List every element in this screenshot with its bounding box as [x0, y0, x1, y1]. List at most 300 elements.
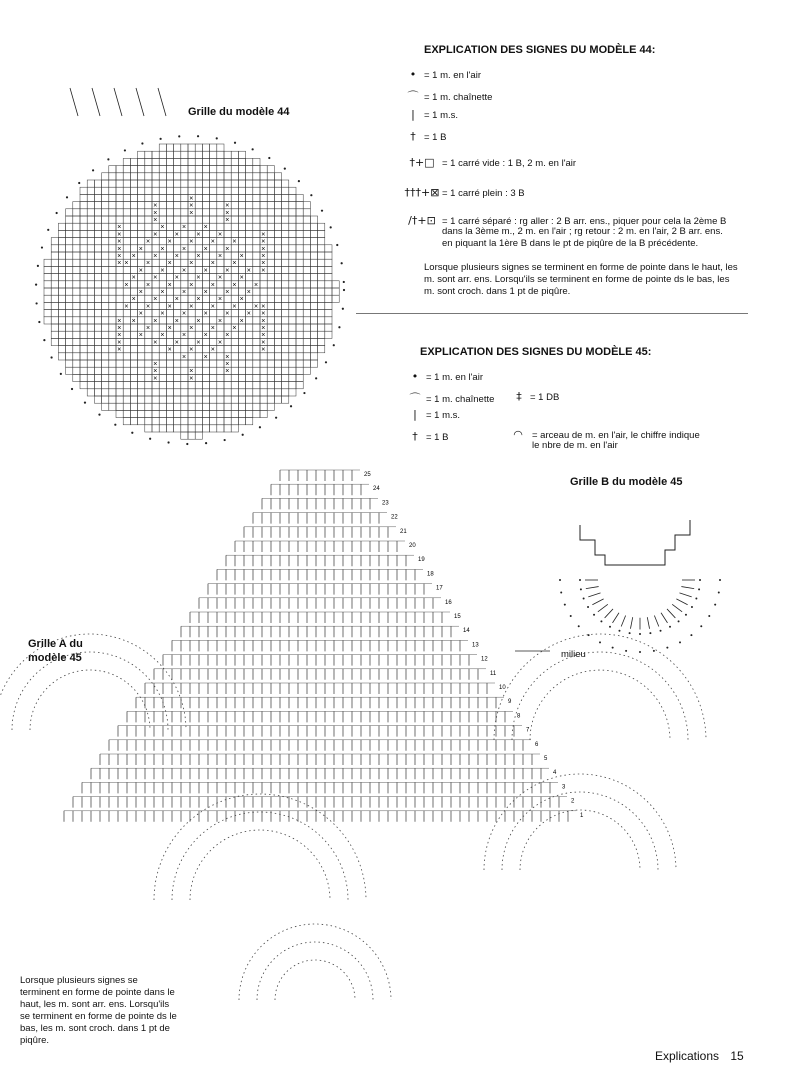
filet-cell: [274, 252, 281, 259]
filet-mark: ×: [203, 310, 208, 318]
filet-cell: [195, 223, 202, 230]
filet-cell: [87, 216, 94, 223]
filet-cell: [246, 187, 253, 194]
filet-cell: [159, 180, 166, 187]
filet-cell: [195, 266, 202, 273]
filet-mark: ×: [174, 274, 179, 282]
filet-cell: [296, 360, 303, 367]
filet-cell: [210, 144, 217, 151]
filet-cell: [332, 288, 339, 295]
filet-cell: [159, 202, 166, 209]
bar-icon: |: [413, 408, 417, 421]
filet-cell: [253, 324, 260, 331]
filet-cell: [210, 360, 217, 367]
filet-cell: [282, 202, 289, 209]
filet-cell: [80, 238, 87, 245]
filet-cell: [224, 418, 231, 425]
filet-cell: [282, 274, 289, 281]
filet-cell: [80, 331, 87, 338]
filet-cell: [123, 338, 130, 345]
filet-cell: [94, 274, 101, 281]
filet-cell: [109, 245, 116, 252]
filet-mark: ×: [117, 332, 122, 340]
filet-cell: [195, 238, 202, 245]
filet-cell: [145, 410, 152, 417]
filet-cell: [188, 180, 195, 187]
filet-cell: [253, 403, 260, 410]
filet-cell: [152, 245, 159, 252]
filet-cell: [253, 252, 260, 259]
filet-cell: [267, 374, 274, 381]
filet-mark: ×: [210, 325, 215, 332]
filet-cell: [73, 259, 80, 266]
filet-cell: [174, 209, 181, 216]
filet-cell: [210, 223, 217, 230]
edge-stitch: [252, 148, 254, 150]
filet-cell: [116, 288, 123, 295]
filet-cell: [267, 331, 274, 338]
filet-cell: [267, 252, 274, 259]
filet-cell: [130, 259, 137, 266]
filet-cell: [274, 238, 281, 245]
filet-cell: [310, 216, 317, 223]
filet-cell: [318, 266, 325, 273]
filet-cell: [260, 403, 267, 410]
filet-cell: [123, 360, 130, 367]
filet-cell: [195, 209, 202, 216]
filet-cell: [102, 238, 109, 245]
filet-cell: [159, 194, 166, 201]
filet-cell: [188, 144, 195, 151]
filet-cell: [267, 274, 274, 281]
filet-cell: [318, 223, 325, 230]
filet-cell: [73, 310, 80, 317]
filet-cell: [246, 166, 253, 173]
legend-text: = 1 m. chaînette: [424, 92, 493, 103]
filet-cell: [102, 173, 109, 180]
edge-stitch: [47, 229, 49, 231]
filet-cell: [109, 166, 116, 173]
filet-cell: [217, 151, 224, 158]
filet-cell: [138, 410, 145, 417]
filet-cell: [102, 216, 109, 223]
filet-cell: [73, 266, 80, 273]
filet-cell: [289, 310, 296, 317]
filet-mark: ×: [189, 325, 194, 332]
filet-cell: [202, 403, 209, 410]
milieu-label: milieu: [561, 649, 586, 660]
filet-cell: [282, 216, 289, 223]
filet-cell: [152, 166, 159, 173]
filet-cell: [325, 302, 332, 309]
filet-cell: [246, 158, 253, 165]
filet-cell: [94, 331, 101, 338]
filet-mark: ×: [167, 346, 172, 354]
filet-cell: [210, 252, 217, 259]
filet-cell: [188, 353, 195, 360]
filet-mark: ×: [182, 310, 187, 318]
legend-text: = arceau de m. en l'air, le chiffre indique: [532, 430, 700, 441]
filet-cell: [145, 317, 152, 324]
filet-cell: [202, 238, 209, 245]
filet-cell: [174, 353, 181, 360]
filet-cell: [166, 151, 173, 158]
filet-cell: [289, 259, 296, 266]
legend-text: = 1 m. chaînette: [426, 394, 495, 405]
filet-cell: [51, 310, 58, 317]
filet-cell: [217, 310, 224, 317]
filet-cell: [202, 230, 209, 237]
filet-cell: [238, 360, 245, 367]
filet-cell: [138, 317, 145, 324]
filet-cell: [66, 252, 73, 259]
filet-cell: [102, 288, 109, 295]
filet-mark: ×: [167, 281, 172, 289]
filet-cell: [73, 216, 80, 223]
filet-cell: [109, 317, 116, 324]
filet-cell: [145, 338, 152, 345]
filet-mark: ×: [225, 332, 230, 340]
filet-cell: [166, 187, 173, 194]
filet-cell: [210, 295, 217, 302]
filet-cell: [274, 266, 281, 273]
filet-cell: [181, 166, 188, 173]
filet-cell: [166, 410, 173, 417]
filet-cell: [58, 259, 65, 266]
filet-cell: [123, 389, 130, 396]
filet-cell: [80, 353, 87, 360]
filet-cell: [267, 259, 274, 266]
filet-cell: [87, 223, 94, 230]
note-line: m. sont croch. dans 1 pt de piqûre.: [424, 286, 571, 297]
filet-mark: ×: [138, 267, 143, 275]
filet-cell: [253, 266, 260, 273]
filet-cell: [58, 266, 65, 273]
note-line: piqûre.: [20, 1035, 50, 1046]
filet-cell: [274, 360, 281, 367]
filet-mark: ×: [210, 346, 215, 354]
filet-cell: [174, 367, 181, 374]
filet-cell: [231, 158, 238, 165]
filet-cell: [231, 180, 238, 187]
filet-cell: [303, 281, 310, 288]
legend-45-title: EXPLICATION DES SIGNES DU MODÈLE 45:: [420, 346, 652, 358]
filet-cell: [181, 230, 188, 237]
filet-cell: [296, 230, 303, 237]
filet-cell: [217, 302, 224, 309]
filet-cell: [303, 230, 310, 237]
filet-cell: [267, 302, 274, 309]
filet-mark: ×: [232, 325, 237, 332]
filet-cell: [94, 216, 101, 223]
filet-cell: [188, 331, 195, 338]
filet-cell: [130, 331, 137, 338]
filet-cell: [238, 382, 245, 389]
edge-stitch: [78, 182, 80, 184]
filet-cell: [80, 245, 87, 252]
filet-cell: [116, 180, 123, 187]
filet-cell: [109, 209, 116, 216]
filet-cell: [202, 259, 209, 266]
legend-item: [404, 390, 494, 406]
filet-cell: [195, 173, 202, 180]
filet-cell: [44, 274, 51, 281]
filet-cell: [116, 410, 123, 417]
arc-icon: ⌒: [409, 392, 421, 405]
filet-cell: [109, 173, 116, 180]
filet-cell: [289, 187, 296, 194]
filet-mark: ×: [153, 231, 158, 239]
filet-cell: [231, 389, 238, 396]
filet-cell: [188, 295, 195, 302]
filet-cell: [66, 324, 73, 331]
filet-cell: [296, 346, 303, 353]
legend-item: [508, 390, 559, 403]
filet-cell: [231, 382, 238, 389]
filet-cell: [87, 317, 94, 324]
filet-mark: ×: [138, 332, 143, 340]
filet-cell: [231, 425, 238, 432]
filet-cell: [289, 302, 296, 309]
filet-cell: [296, 353, 303, 360]
filet-cell: [217, 266, 224, 273]
filet-cell: [282, 396, 289, 403]
row-number: 10: [499, 685, 506, 691]
filet-cell: [73, 374, 80, 381]
filet-cell: [109, 353, 116, 360]
filet-mark: ×: [261, 231, 266, 239]
filet-cell: [94, 324, 101, 331]
filet-cell: [102, 302, 109, 309]
fan-arc: [494, 634, 706, 740]
filet-cell: [58, 223, 65, 230]
filet-mark: ×: [261, 317, 266, 325]
filet-cell: [94, 396, 101, 403]
filet-cell: [181, 151, 188, 158]
filet-mark: ×: [239, 296, 244, 304]
grid-44-title: Grille du modèle 44: [188, 106, 290, 118]
filet-cell: [123, 418, 130, 425]
filet-cell: [102, 230, 109, 237]
filet-cell: [253, 353, 260, 360]
filet-cell: [303, 338, 310, 345]
filet-cell: [181, 432, 188, 439]
legend-item: [402, 68, 481, 81]
filet-cell: [166, 230, 173, 237]
filet-cell: [188, 382, 195, 389]
filet-cell: [188, 230, 195, 237]
filet-cell: [87, 202, 94, 209]
filet-cell: [296, 281, 303, 288]
filet-cell: [282, 360, 289, 367]
filet-cell: [310, 331, 317, 338]
filet-cell: [123, 288, 130, 295]
filet-cell: [303, 360, 310, 367]
filet-cell: [94, 382, 101, 389]
edge-stitch: [321, 210, 323, 212]
filet-cell: [145, 216, 152, 223]
filet-cell: [210, 166, 217, 173]
filet-cell: [210, 180, 217, 187]
filet-mark: ×: [146, 303, 151, 311]
filet-cell: [282, 259, 289, 266]
filet-cell: [94, 353, 101, 360]
filet-cell: [274, 223, 281, 230]
filet-cell: [310, 281, 317, 288]
filet-cell: [58, 245, 65, 252]
filet-cell: [66, 288, 73, 295]
filet-cell: [274, 295, 281, 302]
filet-cell: [159, 403, 166, 410]
filet-cell: [58, 317, 65, 324]
filet-cell: [274, 324, 281, 331]
filet-cell: [102, 331, 109, 338]
filet-cell: [130, 403, 137, 410]
row-number: 1: [580, 812, 584, 819]
edge-stitch: [141, 142, 143, 144]
filet-cell: [181, 338, 188, 345]
filet-cell: [80, 367, 87, 374]
filet-cell: [58, 230, 65, 237]
filet-cell: [224, 151, 231, 158]
filet-cell: [246, 223, 253, 230]
filet-cell: [195, 302, 202, 309]
filet-cell: [174, 259, 181, 266]
filet-cell: [166, 295, 173, 302]
filet-cell: [217, 194, 224, 201]
filet-cell: [58, 353, 65, 360]
filet-cell: [130, 360, 137, 367]
filet-cell: [44, 259, 51, 266]
filet-cell: [152, 173, 159, 180]
filet-cell: [166, 310, 173, 317]
filet-cell: [159, 367, 166, 374]
filet-cell: [289, 338, 296, 345]
filet-mark: ×: [131, 317, 136, 325]
filet-cell: [303, 274, 310, 281]
edge-stitch: [71, 388, 73, 390]
filet-cell: [44, 317, 51, 324]
filet-cell: [116, 310, 123, 317]
filet-cell: [73, 360, 80, 367]
filet-cell: [73, 274, 80, 281]
filet-cell: [310, 230, 317, 237]
filet-cell: [231, 209, 238, 216]
filet-cell: [282, 180, 289, 187]
filet-cell: [210, 338, 217, 345]
filet-cell: [130, 180, 137, 187]
fan-arc: [30, 670, 150, 730]
row-number: 5: [544, 756, 548, 762]
filet-cell: [296, 338, 303, 345]
filet-cell: [174, 223, 181, 230]
filet-cell: [238, 338, 245, 345]
corner-stitch: [158, 88, 166, 116]
filet-cell: [217, 202, 224, 209]
filet-cell: [231, 360, 238, 367]
note-line: m. sont arr. ens. Lorsqu'ils se terminent en forme de pointe ds le bas, les: [424, 274, 730, 285]
filet-cell: [73, 338, 80, 345]
filet-cell: [73, 295, 80, 302]
filet-cell: [145, 223, 152, 230]
filet-mark: ×: [182, 289, 187, 296]
edge-stitch: [56, 212, 58, 214]
filet-mark: ×: [203, 353, 208, 361]
filet-cell: [238, 302, 245, 309]
legend-text: dans la 3ème m., 2 m. en l'air ; rg retour : 2 m. en l'air, 2 B arr. ens.: [442, 226, 723, 237]
filet-cell: [188, 338, 195, 345]
filet-cell: [195, 180, 202, 187]
filet-cell: [109, 302, 116, 309]
filet-mark: ×: [146, 281, 151, 289]
filet-cell: [80, 209, 87, 216]
edge-stitch: [98, 413, 100, 415]
filet-cell: [130, 302, 137, 309]
filet-cell: [174, 281, 181, 288]
filet-cell: [123, 223, 130, 230]
filet-cell: [260, 374, 267, 381]
filet-cell: [231, 410, 238, 417]
filet-cell: [289, 274, 296, 281]
filet-cell: [130, 230, 137, 237]
filet-cell: [66, 338, 73, 345]
filet-cell: [217, 173, 224, 180]
filet-cell: [51, 288, 58, 295]
filet-cell: [224, 425, 231, 432]
filet-cell: [253, 180, 260, 187]
filet-cell: [123, 158, 130, 165]
filet-cell: [202, 180, 209, 187]
filet-cell: [145, 288, 152, 295]
filet-cell: [217, 166, 224, 173]
filet-cell: [138, 166, 145, 173]
filet-mark: ×: [261, 310, 266, 318]
edge-stitch: [107, 158, 109, 160]
fan-arc: [502, 792, 658, 870]
filet-cell: [94, 245, 101, 252]
filet-cell: [202, 425, 209, 432]
filet-cell: [310, 346, 317, 353]
filet-cell: [145, 403, 152, 410]
filet-cell: [102, 274, 109, 281]
filet-cell: [303, 288, 310, 295]
filet-cell: [296, 367, 303, 374]
filet-cell: [123, 194, 130, 201]
filet-cell: [253, 166, 260, 173]
filet-cell: [195, 367, 202, 374]
filet-cell: [102, 310, 109, 317]
edge-stitch: [35, 284, 37, 286]
edge-stitch: [38, 321, 40, 323]
filet-cell: [181, 374, 188, 381]
filet-cell: [217, 346, 224, 353]
filet-cell: [224, 389, 231, 396]
filet-cell: [166, 396, 173, 403]
filet-cell: [94, 367, 101, 374]
filet-cell: [282, 252, 289, 259]
filet-cell: [116, 403, 123, 410]
filet-cell: [138, 403, 145, 410]
filet-cell: [102, 187, 109, 194]
filet-cell: [246, 396, 253, 403]
filet-cell: [159, 317, 166, 324]
filet-cell: [58, 281, 65, 288]
fan-arc: [154, 794, 366, 900]
filet-cell: [130, 418, 137, 425]
filet-cell: [318, 288, 325, 295]
edge-stitch: [178, 135, 180, 137]
filet-cell: [260, 166, 267, 173]
